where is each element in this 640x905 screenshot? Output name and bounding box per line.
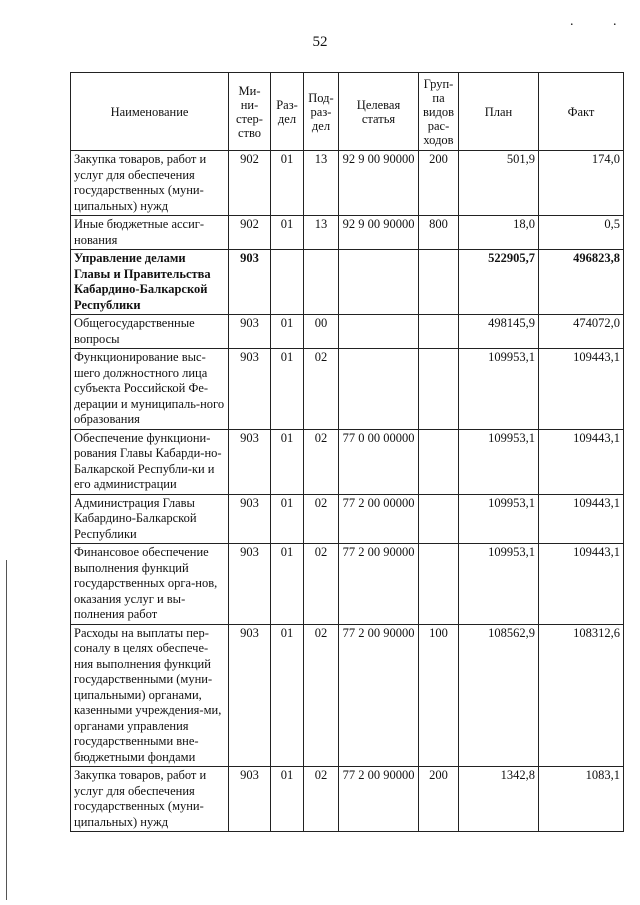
table-row bbox=[71, 767, 624, 832]
cell-plan: 1342,8 bbox=[459, 767, 539, 832]
cell-subsection: 02 bbox=[304, 544, 339, 625]
cell-fact: 496823,8 bbox=[539, 250, 624, 315]
cell-name: Администрация Главы Кабардино-Балкарской Республики bbox=[71, 494, 229, 544]
header-plan: План bbox=[459, 73, 539, 151]
cell-fact: 108312,6 bbox=[539, 624, 624, 767]
cell-target: 77 2 00 90000 bbox=[339, 624, 419, 767]
cell-name: Расходы на выплаты пер-соналу в целях обеспече-ния выполнения функций государственными (муни-ципальными) органами, казенными учреждения-ми, органами управления государственными вне-бюджетными фондами bbox=[71, 624, 229, 767]
cell-ministry: 903 bbox=[229, 349, 271, 430]
cell-group bbox=[419, 494, 459, 544]
cell-fact: 0,5 bbox=[539, 216, 624, 250]
cell-name: Закупка товаров, работ и услуг для обеспечения государственных (муни-ципальных) нужд bbox=[71, 767, 229, 832]
cell-subsection: 02 bbox=[304, 767, 339, 832]
cell-plan: 18,0 bbox=[459, 216, 539, 250]
cell-section: 01 bbox=[271, 151, 304, 216]
cell-group bbox=[419, 250, 459, 315]
table-row bbox=[71, 429, 624, 494]
cell-fact: 109443,1 bbox=[539, 544, 624, 625]
cell-ministry: 903 bbox=[229, 624, 271, 767]
cell-ministry: 903 bbox=[229, 494, 271, 544]
cell-target: 77 2 00 90000 bbox=[339, 544, 419, 625]
cell-target bbox=[339, 349, 419, 430]
cell-target: 77 0 00 00000 bbox=[339, 429, 419, 494]
cell-section: 01 bbox=[271, 494, 304, 544]
cell-target: 77 2 00 00000 bbox=[339, 494, 419, 544]
cell-group bbox=[419, 429, 459, 494]
table-row bbox=[71, 151, 624, 216]
cell-subsection: 13 bbox=[304, 216, 339, 250]
cell-ministry: 903 bbox=[229, 767, 271, 832]
cell-section: 01 bbox=[271, 349, 304, 430]
header-target: Целевая статья bbox=[339, 73, 419, 151]
cell-group bbox=[419, 544, 459, 625]
cell-fact: 109443,1 bbox=[539, 494, 624, 544]
table-row bbox=[71, 349, 624, 430]
cell-name: Закупка товаров, работ и услуг для обеспечения государственных (муни-ципальных) нужд bbox=[71, 151, 229, 216]
cell-plan: 109953,1 bbox=[459, 544, 539, 625]
cell-ministry: 902 bbox=[229, 216, 271, 250]
cell-group: 100 bbox=[419, 624, 459, 767]
cell-subsection bbox=[304, 250, 339, 315]
cell-name: Финансовое обеспечение выполнения функций государственных орга-нов, оказания услуг и вы-полнения работ bbox=[71, 544, 229, 625]
cell-subsection: 02 bbox=[304, 429, 339, 494]
cell-subsection: 02 bbox=[304, 349, 339, 430]
cell-fact: 109443,1 bbox=[539, 429, 624, 494]
header-fact: Факт bbox=[539, 73, 624, 151]
header-name: Наименование bbox=[71, 73, 229, 151]
cell-subsection: 02 bbox=[304, 494, 339, 544]
header-group: Груп- па видов рас- ходов bbox=[419, 73, 459, 151]
cell-plan: 109953,1 bbox=[459, 429, 539, 494]
cell-plan: 498145,9 bbox=[459, 315, 539, 349]
header-section: Раз- дел bbox=[271, 73, 304, 151]
cell-ministry: 902 bbox=[229, 151, 271, 216]
header-subsection: Под- раз- дел bbox=[304, 73, 339, 151]
cell-section: 01 bbox=[271, 624, 304, 767]
table-row bbox=[71, 216, 624, 250]
page-number: 52 bbox=[312, 34, 328, 50]
cell-target bbox=[339, 315, 419, 349]
cell-plan: 522905,7 bbox=[459, 250, 539, 315]
cell-ministry: 903 bbox=[229, 315, 271, 349]
cell-ministry: 903 bbox=[229, 544, 271, 625]
cell-group bbox=[419, 315, 459, 349]
cell-section: 01 bbox=[271, 315, 304, 349]
cell-name: Функционирование выс-шего должностного лица субъекта Российской Фе-дерации и муниципаль-ного образования bbox=[71, 349, 229, 430]
table-row bbox=[71, 544, 624, 625]
cell-plan: 501,9 bbox=[459, 151, 539, 216]
cell-fact: 174,0 bbox=[539, 151, 624, 216]
cell-section: 01 bbox=[271, 767, 304, 832]
scan-edge-line bbox=[6, 560, 7, 900]
cell-name: Общегосударственные вопросы bbox=[71, 315, 229, 349]
cell-subsection: 02 bbox=[304, 624, 339, 767]
table-row bbox=[71, 315, 624, 349]
table-row bbox=[71, 494, 624, 544]
cell-section: 01 bbox=[271, 544, 304, 625]
cell-section: 01 bbox=[271, 429, 304, 494]
cell-name: Управление делами Главы и Правительства Кабардино-Балкарской Республики bbox=[71, 250, 229, 315]
cell-fact: 474072,0 bbox=[539, 315, 624, 349]
cell-group: 200 bbox=[419, 151, 459, 216]
cell-ministry: 903 bbox=[229, 429, 271, 494]
cell-target: 92 9 00 90000 bbox=[339, 216, 419, 250]
budget-table bbox=[70, 72, 624, 832]
cell-name: Иные бюджетные ассиг-нования bbox=[71, 216, 229, 250]
corner-marks: . . bbox=[570, 14, 635, 29]
header-ministry: Ми- ни- стер- ство bbox=[229, 73, 271, 151]
cell-plan: 108562,9 bbox=[459, 624, 539, 767]
cell-plan: 109953,1 bbox=[459, 349, 539, 430]
cell-target: 77 2 00 90000 bbox=[339, 767, 419, 832]
table-row bbox=[71, 250, 624, 315]
cell-subsection: 13 bbox=[304, 151, 339, 216]
cell-target bbox=[339, 250, 419, 315]
cell-group bbox=[419, 349, 459, 430]
cell-target: 92 9 00 90000 bbox=[339, 151, 419, 216]
table-row bbox=[71, 624, 624, 767]
cell-group: 200 bbox=[419, 767, 459, 832]
cell-name: Обеспечение функциони-рования Главы Кабарди-но-Балкарской Республи-ки и его администрации bbox=[71, 429, 229, 494]
cell-fact: 1083,1 bbox=[539, 767, 624, 832]
cell-section bbox=[271, 250, 304, 315]
cell-fact: 109443,1 bbox=[539, 349, 624, 430]
cell-ministry: 903 bbox=[229, 250, 271, 315]
cell-group: 800 bbox=[419, 216, 459, 250]
cell-section: 01 bbox=[271, 216, 304, 250]
cell-subsection: 00 bbox=[304, 315, 339, 349]
cell-plan: 109953,1 bbox=[459, 494, 539, 544]
